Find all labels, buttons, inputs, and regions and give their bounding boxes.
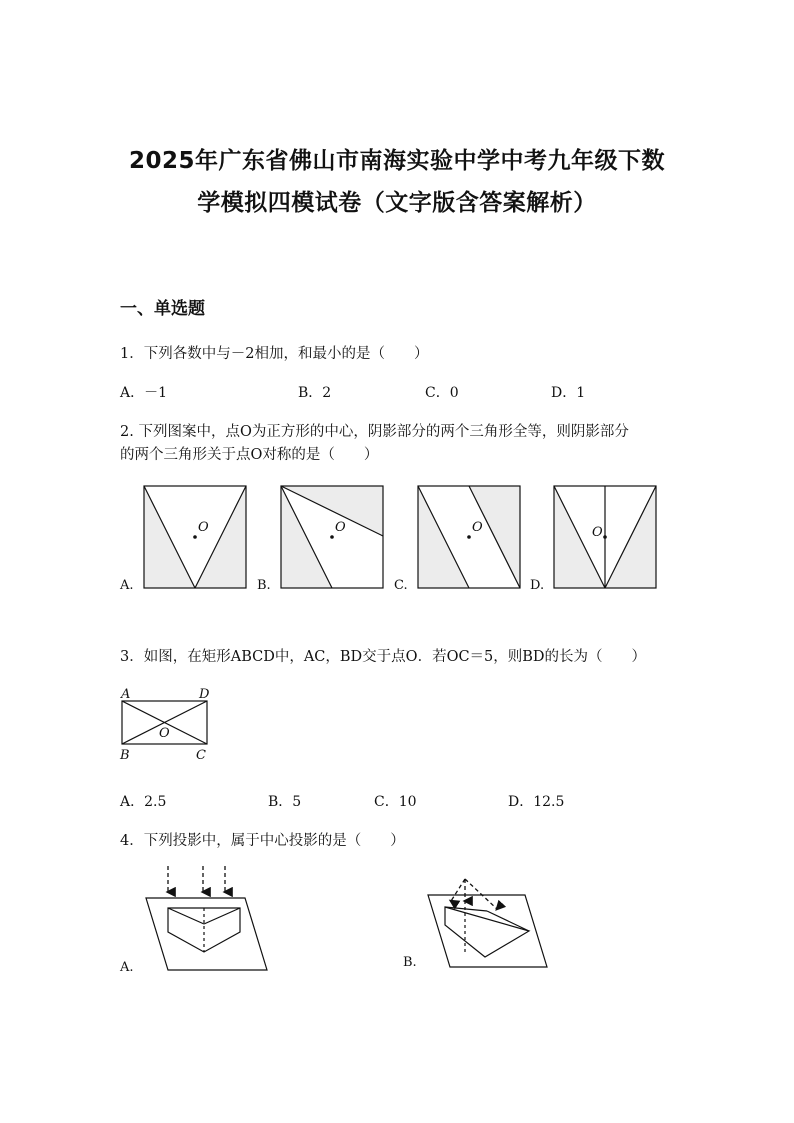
- question-1-option-b: B．2: [298, 385, 332, 401]
- projection-plane: [146, 898, 267, 970]
- document-title-line-1: 2025年广东省佛山市南海实验中学中考九年级下数: [128, 148, 665, 174]
- figure-c-center-point: [467, 535, 471, 539]
- figure-c-option-label: C.: [394, 578, 408, 593]
- light-ray-arrow: [465, 879, 497, 909]
- vertex-label-c: C: [196, 748, 206, 763]
- figure-a-center-point: [193, 535, 197, 539]
- figure-a-option-label: A.: [120, 578, 134, 593]
- figure-d-center-point: [603, 535, 607, 539]
- figure-c: [418, 486, 520, 588]
- figure-b-option-label: B.: [257, 578, 271, 593]
- question-4-option-b-label: B.: [403, 955, 417, 970]
- question-1-option-c: C．0: [425, 385, 459, 401]
- question-3-stem: 3．如图，在矩形ABCD中，AC，BD交于点O．若OC＝5，则BD的长为（ ）: [120, 649, 647, 665]
- shadow-shape: [445, 907, 529, 957]
- figure-b: [281, 486, 383, 588]
- question-1-stem: 1．下列各数中与－2相加，和最小的是（ ）: [120, 346, 429, 362]
- question-3-figure: [115, 684, 225, 770]
- figure-d-option-label: D.: [530, 578, 545, 593]
- central-projection-svg: [425, 875, 555, 975]
- object-edge: [204, 908, 240, 924]
- vertex-label-b: B: [120, 748, 130, 763]
- question-4-figure-a: [140, 862, 275, 981]
- question-3-option-c: C．10: [374, 794, 417, 810]
- parallel-projection-svg: [140, 862, 275, 977]
- question-4-figure-b: [425, 875, 555, 979]
- document-title-line-2: 学模拟四模试卷（文字版含答案解析）: [197, 190, 597, 216]
- figure-a: [144, 486, 246, 588]
- figure-b-center-point: [330, 535, 334, 539]
- question-2-stem-line-2: 的两个三角形关于点O对称的是（ ）: [120, 447, 379, 463]
- object-edge: [168, 908, 204, 924]
- question-3-rectangle-svg: [115, 684, 225, 766]
- question-3-option-b: B．5: [268, 794, 302, 810]
- figure-d-point-label: O: [592, 525, 603, 540]
- question-1-option-d: D．1: [551, 385, 586, 401]
- figure-a-point-label: O: [198, 520, 209, 535]
- vertex-label-a: A: [121, 687, 131, 702]
- question-3-option-a: A．2.5: [120, 794, 167, 810]
- figure-b-point-label: O: [335, 520, 346, 535]
- question-2-stem-line-1: 2. 下列图案中，点O为正方形的中心，阴影部分的两个三角形全等，则阴影部分: [120, 424, 629, 440]
- question-1-option-a: A．－1: [120, 385, 168, 401]
- figure-c-point-label: O: [472, 520, 483, 535]
- light-ray-arrow: [451, 879, 465, 901]
- figure-d: [554, 486, 656, 588]
- question-3-option-d: D．12.5: [508, 794, 565, 810]
- question-4-option-a-label: A.: [120, 960, 134, 975]
- vertex-label-d: D: [199, 687, 210, 702]
- section-heading-single-choice: 一、单选题: [120, 299, 205, 319]
- center-label-o: O: [159, 726, 170, 741]
- question-4-stem: 4．下列投影中，属于中心投影的是（ ）: [120, 833, 405, 849]
